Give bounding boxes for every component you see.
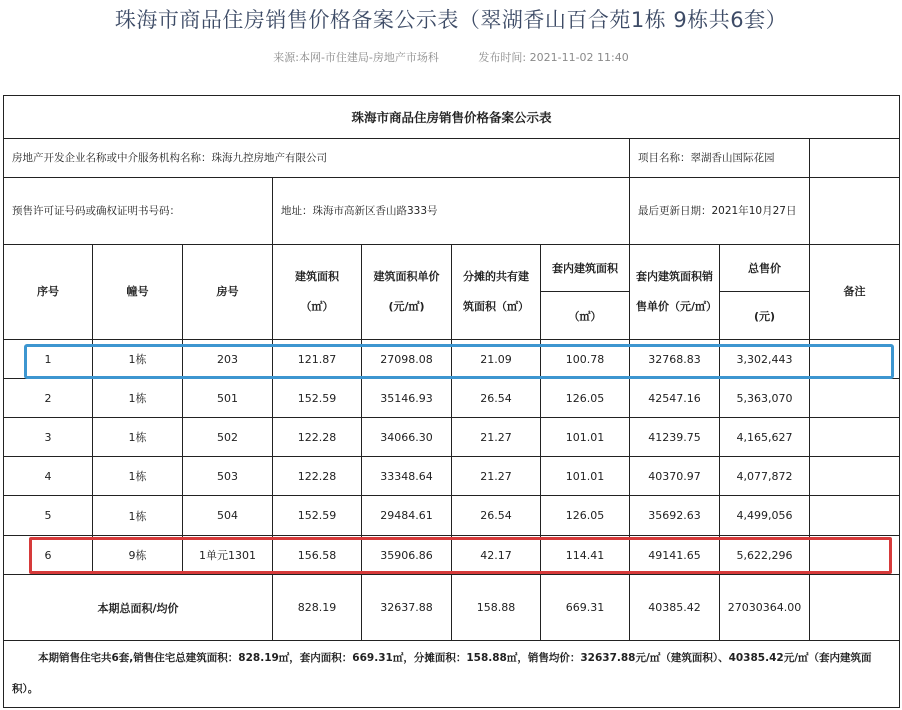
cell-seq: 6 [4, 536, 93, 575]
cell-shared-area: 21.27 [452, 418, 541, 457]
col-total-price: 总售价 [720, 245, 810, 292]
table-row [4, 418, 900, 457]
col-remarks: 备注 [810, 245, 900, 340]
col-unit-price-line2: (元/㎡) [388, 300, 425, 313]
totals-label: 本期总面积/均价 [4, 575, 273, 641]
cell-unit-price: 27098.08 [362, 340, 452, 379]
cell-seq: 2 [4, 379, 93, 418]
total-sale-price: 27030364.00 [720, 575, 810, 641]
summary-cell [4, 641, 900, 708]
cell-building: 1栋 [93, 379, 183, 418]
table-row [4, 536, 900, 575]
table-caption: 珠海市商品住房销售价格备案公示表 [4, 96, 900, 139]
address: 地址：珠海市高新区香山路333号 [273, 178, 630, 245]
cell-inner-price: 32768.83 [630, 340, 720, 379]
price-notice-table [3, 95, 900, 708]
cell-area: 152.59 [273, 496, 362, 536]
permit-number: 预售许可证号码或确权证明书号码： [4, 178, 273, 245]
blank-cell [810, 139, 900, 178]
cell-inner-area: 101.01 [541, 457, 630, 496]
page-title: 珠海市商品住房销售价格备案公示表（翠湖香山百合苑1栋 9栋共6套） [114, 8, 788, 32]
cell-total-price: 3,302,443 [720, 340, 810, 379]
cell-building: 1栋 [93, 418, 183, 457]
cell-area: 121.87 [273, 340, 362, 379]
cell-room: 502 [183, 418, 273, 457]
cell-unit-price: 33348.64 [362, 457, 452, 496]
cell-inner-area: 100.78 [541, 340, 630, 379]
cell-total-price: 4,165,627 [720, 418, 810, 457]
cell-inner-price: 40370.97 [630, 457, 720, 496]
cell-total-price: 4,499,056 [720, 496, 810, 536]
cell-total-price: 4,077,872 [720, 457, 810, 496]
source-text: 来源:本网-市住建局-房地产市场科 [273, 51, 439, 64]
col-inner-price: 套内建筑面积销售单价（元/㎡） [630, 245, 720, 340]
last-updated: 最后更新日期：2021年10月27日 [630, 178, 810, 245]
col-inner-area-unit: （㎡） [541, 292, 630, 340]
cell-inner-price: 35692.63 [630, 496, 720, 536]
col-seq: 序号 [4, 245, 93, 340]
cell-inner-price: 42547.16 [630, 379, 720, 418]
cell-unit-price: 34066.30 [362, 418, 452, 457]
total-shared-area: 158.88 [452, 575, 541, 641]
project-name: 项目名称：翠湖香山国际花园 [630, 139, 810, 178]
cell-remarks [810, 536, 900, 575]
cell-shared-area: 21.27 [452, 457, 541, 496]
cell-remarks [810, 340, 900, 379]
summary-text: 本期销售住宅共6套,销售住宅总建筑面积：828.19㎡，套内面积：669.31㎡，分摊面积：158.88㎡，销售均价：32637.88元/㎡（建筑面积）、40385.42元/㎡（套内建筑面积）。 [12, 652, 872, 695]
publish-time: 发布时间: 2021-11-02 11:40 [478, 51, 629, 64]
cell-seq: 1 [4, 340, 93, 379]
cell-area: 152.59 [273, 379, 362, 418]
col-total-price-unit: (元) [720, 292, 810, 340]
cell-remarks [810, 418, 900, 457]
col-unit-price [362, 245, 452, 340]
cell-seq: 5 [4, 496, 93, 536]
cell-building: 9栋 [93, 536, 183, 575]
cell-seq: 3 [4, 418, 93, 457]
cell-area: 122.28 [273, 418, 362, 457]
col-shared-area: 分摊的共有建筑面积（㎡） [452, 245, 541, 340]
col-area-line1: 建筑面积 [295, 270, 339, 283]
table-row [4, 496, 900, 536]
cell-total-price: 5,622,296 [720, 536, 810, 575]
cell-total-price: 5,363,070 [720, 379, 810, 418]
cell-room: 503 [183, 457, 273, 496]
table-row [4, 340, 900, 379]
table-row [4, 379, 900, 418]
col-room: 房号 [183, 245, 273, 340]
article-meta [0, 49, 902, 65]
cell-room: 504 [183, 496, 273, 536]
col-area-line2: （㎡） [300, 300, 334, 313]
avg-unit-price: 32637.88 [362, 575, 452, 641]
total-area: 828.19 [273, 575, 362, 641]
cell-room: 203 [183, 340, 273, 379]
totals-remarks [810, 575, 900, 641]
cell-inner-area: 114.41 [541, 536, 630, 575]
cell-building: 1栋 [93, 457, 183, 496]
cell-remarks [810, 457, 900, 496]
cell-room: 1单元1301 [183, 536, 273, 575]
cell-unit-price: 35906.86 [362, 536, 452, 575]
avg-inner-price: 40385.42 [630, 575, 720, 641]
cell-unit-price: 35146.93 [362, 379, 452, 418]
cell-shared-area: 21.09 [452, 340, 541, 379]
cell-inner-area: 101.01 [541, 418, 630, 457]
cell-unit-price: 29484.61 [362, 496, 452, 536]
cell-remarks [810, 379, 900, 418]
cell-inner-area: 126.05 [541, 379, 630, 418]
col-unit-price-line1: 建筑面积单价 [373, 270, 440, 283]
cell-inner-area: 126.05 [541, 496, 630, 536]
cell-building: 1栋 [93, 496, 183, 536]
cell-inner-price: 41239.75 [630, 418, 720, 457]
cell-room: 501 [183, 379, 273, 418]
cell-area: 156.58 [273, 536, 362, 575]
cell-shared-area: 26.54 [452, 379, 541, 418]
cell-shared-area: 42.17 [452, 536, 541, 575]
total-inner-area: 669.31 [541, 575, 630, 641]
col-inner-area: 套内建筑面积 [541, 245, 630, 292]
blank-cell [810, 178, 900, 245]
cell-seq: 4 [4, 457, 93, 496]
col-area [273, 245, 362, 340]
cell-inner-price: 49141.65 [630, 536, 720, 575]
cell-remarks [810, 496, 900, 536]
table-row [4, 457, 900, 496]
totals-row [4, 575, 900, 641]
cell-area: 122.28 [273, 457, 362, 496]
cell-building: 1栋 [93, 340, 183, 379]
col-building: 幢号 [93, 245, 183, 340]
cell-shared-area: 26.54 [452, 496, 541, 536]
developer-name: 房地产开发企业名称或中介服务机构名称：珠海九控房地产有限公司 [4, 139, 630, 178]
